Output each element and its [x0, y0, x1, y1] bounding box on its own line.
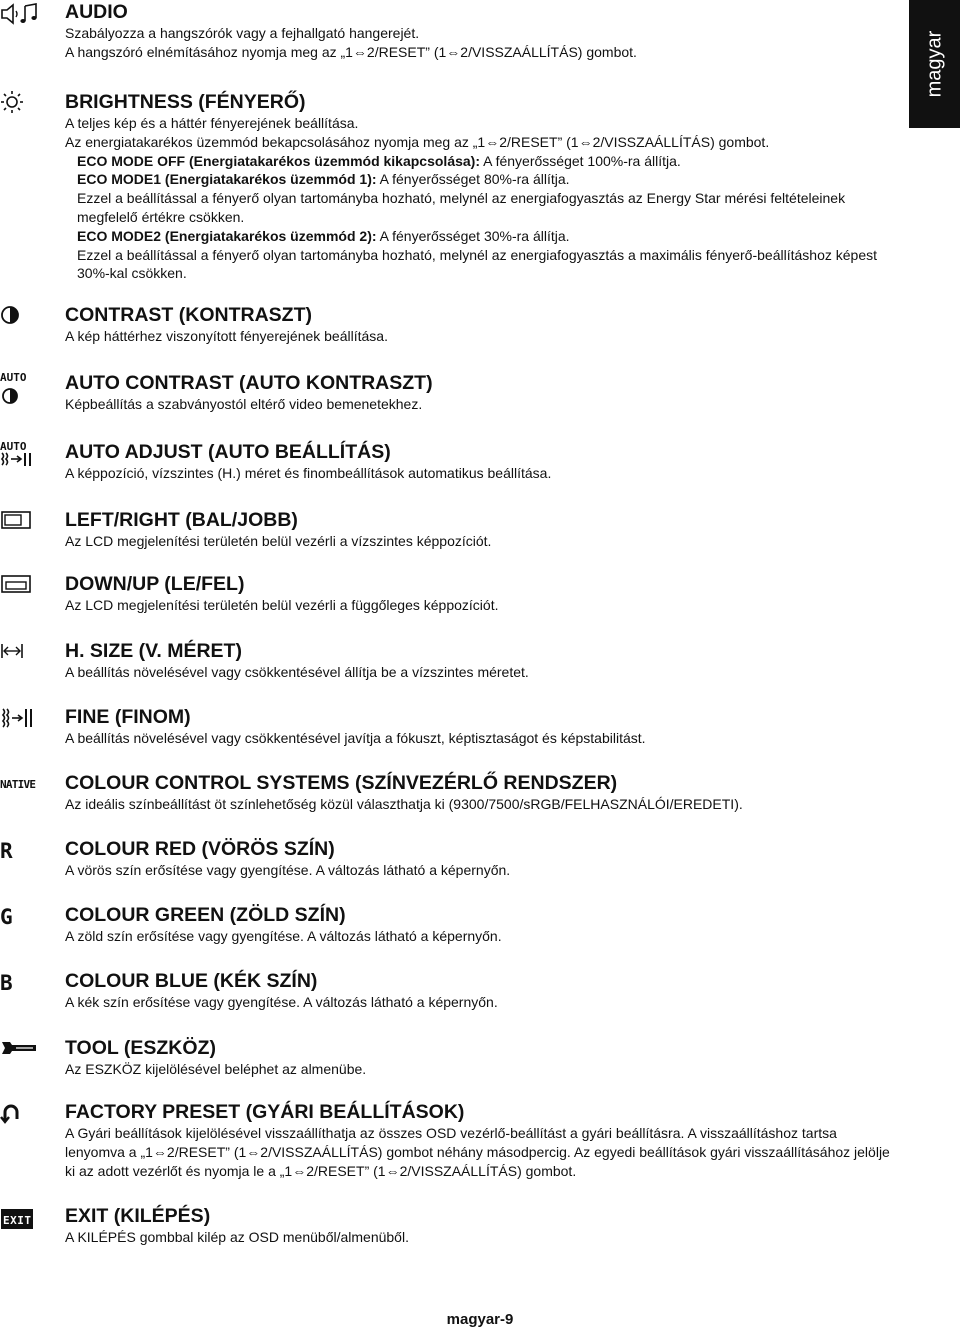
section-colour-blue	[65, 969, 895, 1012]
section-auto-adjust	[65, 440, 895, 483]
section-title: AUTO ADJUST (AUTO BEÁLLÍTÁS)	[65, 441, 391, 463]
section-title: TOOL (ESZKÖZ)	[65, 1037, 216, 1059]
section-text: Szabályozza a hangszórók vagy a fejhallgató hangerejét.	[65, 25, 420, 41]
section-title: BRIGHTNESS (FÉNYERŐ)	[65, 91, 306, 113]
section-text: Képbeállítás a szabványostól eltérő video bemenetekhez.	[65, 396, 423, 412]
eco-mode-list	[65, 152, 895, 284]
left-right-position-icon	[0, 508, 42, 532]
section-text: A kék szín erősítése vagy gyengítése. A változás látható a képernyőn.	[65, 994, 498, 1010]
h-size-icon	[0, 639, 42, 663]
section-factory-preset	[65, 1100, 895, 1180]
section-title: CONTRAST (KONTRASZT)	[65, 304, 312, 326]
eco-off-label: ECO MODE OFF (Energiatakarékos üzemmód kikapcsolása):	[77, 152, 481, 169]
section-auto-contrast	[65, 371, 895, 414]
section-text: A teljes kép és a háttér fényerejének beállítása.	[65, 115, 359, 131]
section-exit	[65, 1204, 895, 1247]
section-colour-red	[65, 837, 895, 880]
sun-icon	[0, 90, 42, 114]
section-text: A beállítás növelésével vagy csökkentésével javítja a fókuszt, képtisztaságot és képstabilitást.	[65, 730, 646, 746]
eco2-label: ECO MODE2 (Energiatakarékos üzemmód 2):	[77, 227, 377, 244]
section-text: Az ideális színbeállítást öt színlehetőség közül választhatja ki (9300/7500/sRGB/FELHASZNÁLÓI/EREDETI).	[65, 796, 743, 812]
contrast-icon	[0, 303, 42, 327]
auto-contrast-icon	[0, 370, 42, 406]
colour-blue-icon	[0, 969, 42, 993]
speaker-music-icon	[0, 2, 42, 26]
section-text: A zöld szín erősítése vagy gyengítése. A változás látható a képernyőn.	[65, 928, 502, 944]
section-colour-green	[65, 903, 895, 946]
eco2-text: A fényerősséget 30%-ra állítja.	[379, 227, 570, 244]
section-text: Az ESZKÖZ kijelölésével beléphet az almenübe.	[65, 1061, 367, 1077]
page-number: magyar-9	[446, 1311, 514, 1328]
section-down-up	[65, 572, 895, 615]
section-title: FINE (FINOM)	[65, 706, 191, 728]
section-fine	[65, 705, 895, 748]
language-tab-label: magyar	[923, 30, 945, 98]
eco1-note: Ezzel a beállítással a fényerő olyan tartományba hozható, melynél az energiafogyasztás az Energy Star mérési feltételeinek megfelelő értékre csökken.	[77, 190, 846, 225]
colour-green-icon-text: G	[0, 905, 13, 927]
down-up-position-icon	[0, 572, 42, 596]
section-left-right	[65, 508, 895, 551]
factory-preset-icon	[0, 1101, 42, 1125]
eco1-text: A fényerősséget 80%-ra állítja.	[379, 171, 570, 188]
section-text: A Gyári beállítások kijelölésével visszaállíthatja az összes OSD vezérlő-beállítást a gyári beállításra. A visszaállításhoz tartsa lenyomva a „1⇔2/RESET” (1⇔2/VISSZAÁLLÍTÁS) gombot néhány másodpercig. Az egyedi beállítások gyári visszaállításához jelölje ki az adott vezérlőt és nyomja le a „1⇔2/RESET” (1⇔2/VISSZAÁLLÍTÁS) gombot.	[65, 1125, 890, 1179]
section-text: Az LCD megjelenítési területén belül vezérli a függőleges képpozíciót.	[65, 597, 499, 613]
exit-icon-text: EXIT	[3, 1214, 31, 1227]
colour-blue-icon-text: B	[0, 971, 13, 993]
section-text: A beállítás növelésével vagy csökkentésével állítja be a vízszintes méretet.	[65, 664, 529, 680]
section-title: COLOUR CONTROL SYSTEMS (SZÍNVEZÉRLŐ RENDSZER)	[65, 772, 618, 794]
auto-adjust-icon-text: AUTO	[0, 440, 27, 453]
section-title: AUDIO	[65, 1, 128, 23]
tool-icon	[0, 1036, 42, 1060]
section-contrast	[65, 303, 895, 346]
section-title: H. SIZE (V. MÉRET)	[65, 640, 242, 662]
section-title: FACTORY PRESET (GYÁRI BEÁLLÍTÁSOK)	[65, 1101, 465, 1123]
section-title: AUTO CONTRAST (AUTO KONTRASZT)	[65, 372, 433, 394]
section-audio	[65, 0, 895, 62]
auto-adjust-icon	[0, 440, 42, 468]
section-tool	[65, 1036, 895, 1079]
section-brightness	[65, 90, 895, 283]
section-title: COLOUR RED (VÖRÖS SZÍN)	[65, 838, 335, 860]
section-colour-control	[65, 771, 895, 814]
section-title: LEFT/RIGHT (BAL/JOBB)	[65, 509, 298, 531]
auto-contrast-icon-text: AUTO	[0, 371, 27, 384]
colour-red-icon	[0, 837, 42, 861]
colour-red-icon-text: R	[0, 839, 13, 861]
section-h-size	[65, 639, 895, 682]
section-text: A képpozíció, vízszintes (H.) méret és finombeállítások automatikus beállítása.	[65, 465, 552, 481]
eco2-note: Ezzel a beállítással a fényerő olyan tartományba hozható, melynél az energiafogyasztás a maximális fényerő-beállításhoz képest 30%-kal csökken.	[77, 246, 877, 282]
language-tab	[909, 0, 960, 128]
exit-icon	[0, 1207, 42, 1231]
section-title: COLOUR BLUE (KÉK SZÍN)	[65, 970, 318, 992]
section-text: Az LCD megjelenítési területén belül vezérli a vízszintes képpozíciót.	[65, 533, 492, 549]
colour-green-icon	[0, 903, 42, 927]
section-text: A KILÉPÉS gombbal kilép az OSD menüből/almenüből.	[65, 1229, 409, 1245]
section-text: A kép háttérhez viszonyított fényerejének beállítása.	[65, 328, 388, 344]
eco1-label: ECO MODE1 (Energiatakarékos üzemmód 1):	[77, 171, 377, 188]
section-text: A hangszóró elnémításához nyomja meg az „1⇔2/RESET” (1⇔2/VISSZAÁLLÍTÁS) gombot.	[65, 43, 637, 60]
section-title: DOWN/UP (LE/FEL)	[65, 573, 245, 595]
section-text: Az energiatakarékos üzemmód bekapcsolásához nyomja meg az „1⇔2/RESET” (1⇔2/VISSZAÁLLÍTÁS) gombot.	[65, 133, 770, 150]
native-icon-text: NATIVE	[0, 778, 36, 791]
eco-off-text: A fényerősséget 100%-ra állítja.	[483, 152, 681, 169]
section-title: COLOUR GREEN (ZÖLD SZÍN)	[65, 904, 346, 926]
section-title: EXIT (KILÉPÉS)	[65, 1205, 211, 1227]
fine-icon	[0, 705, 42, 729]
native-icon	[0, 771, 42, 795]
section-text: A vörös szín erősítése vagy gyengítése. A változás látható a képernyőn.	[65, 862, 511, 878]
